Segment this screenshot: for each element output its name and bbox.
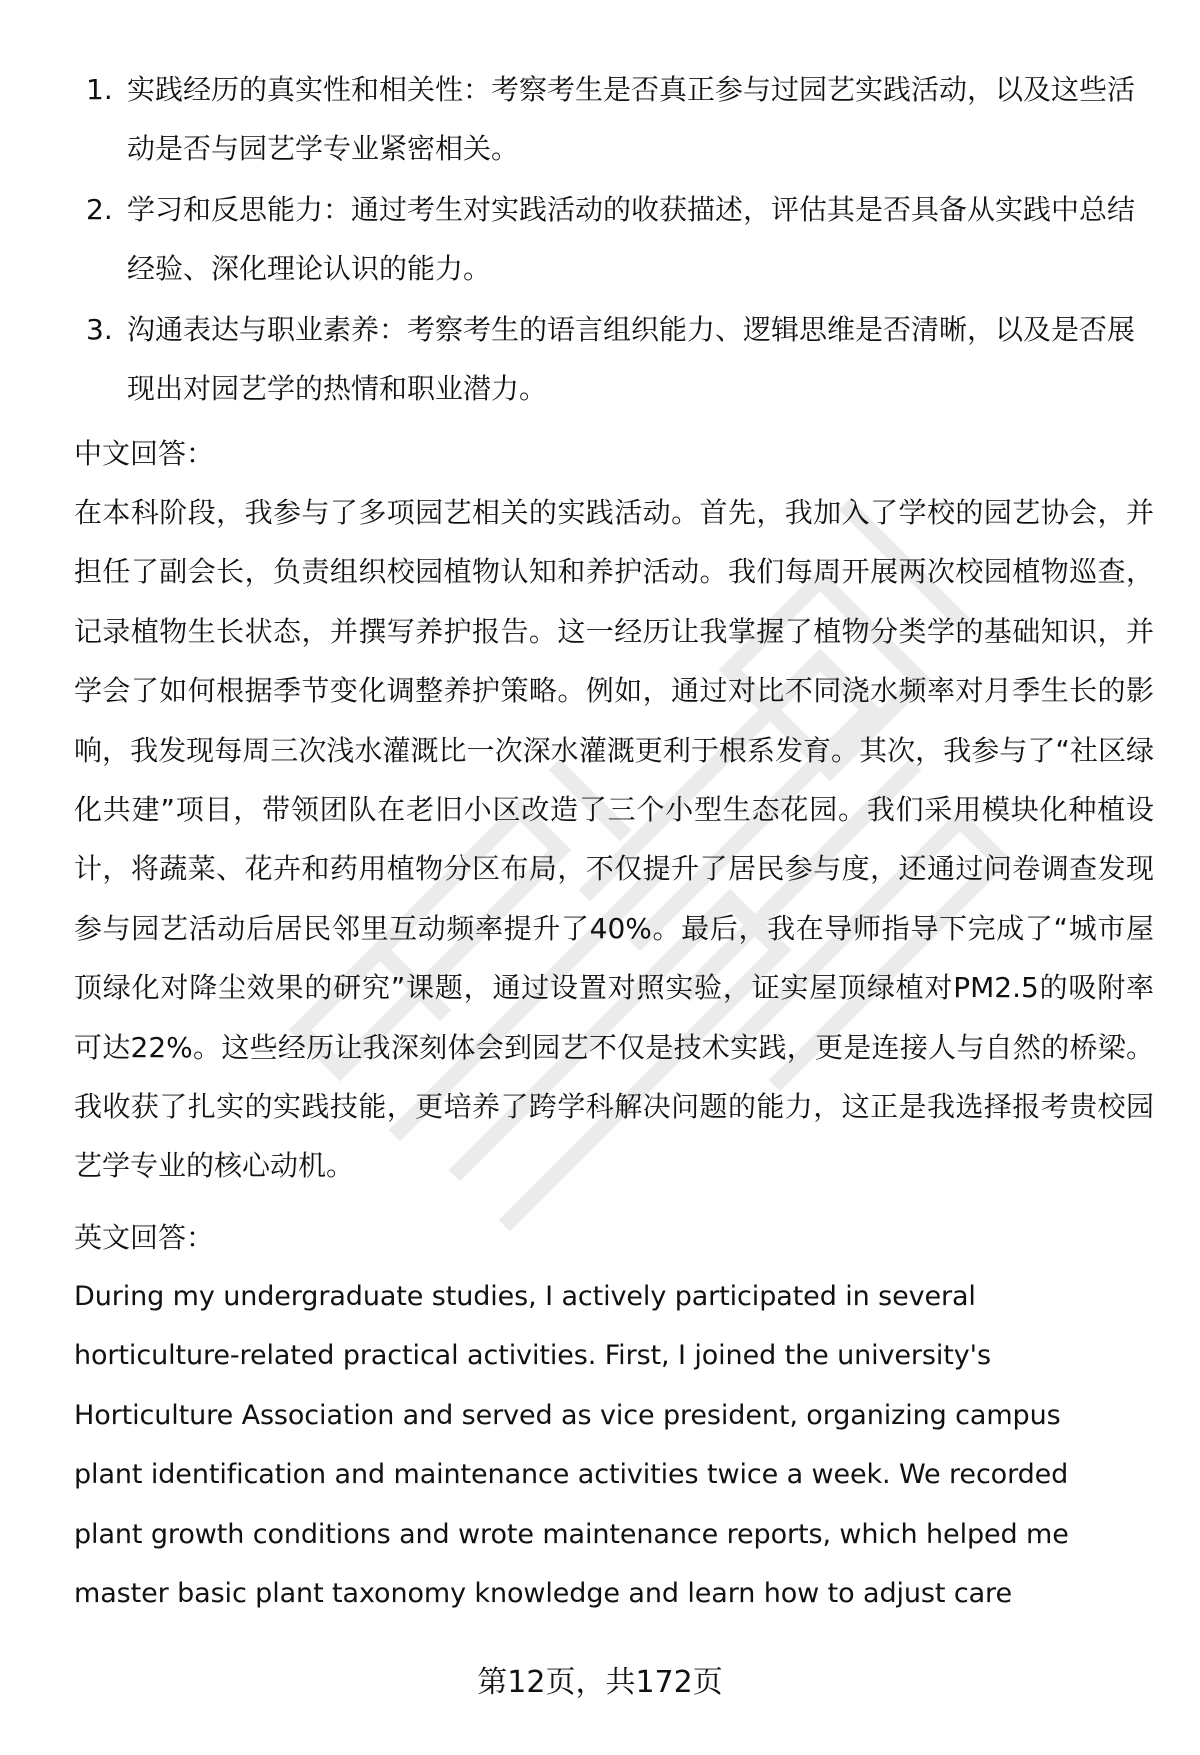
criteria-text: 沟通表达与职业素养：考察考生的语言组织能力、逻辑思维是否清晰，以及是否展现出对园艺学的热情和职业潜力。: [127, 313, 1136, 405]
english-answer-line: master basic plant taxonomy knowledge and learn how to adjust care: [74, 1578, 1012, 1610]
main-content: [74, 60, 1154, 1624]
criteria-number: 3.: [86, 313, 113, 346]
english-answer-line: plant growth conditions and wrote maintenance reports, which helped me: [74, 1518, 1069, 1550]
english-answer-line: During my undergraduate studies, I actively participated in several: [74, 1280, 976, 1312]
evaluation-criteria-list: [74, 60, 1154, 418]
english-answer-line: Horticulture Association and served as vice president, organizing campus: [74, 1399, 1061, 1431]
english-answer-text: [74, 1267, 1154, 1624]
english-answer-line: plant identification and maintenance activities twice a week. We recorded: [74, 1459, 1069, 1491]
chinese-answer-label: 中文回答：: [74, 437, 215, 470]
chinese-answer-text: 在本科阶段，我参与了多项园艺相关的实践活动。首先，我加入了学校的园艺协会，并担任了副会长，负责组织校园植物认知和养护活动。我们每周开展两次校园植物巡查，记录植物生长状态，并撰写养护报告。这一经历让我掌握了植物分类学的基础知识，并学会了如何根据季节变化调整养护策略。例如，通过对比不同浇水频率对月季生长的影响，我发现每周三次浅水灌溉比一次深水灌溉更利于根系发育。其次，我参与了“社区绿化共建”项目，带领团队在老旧小区改造了三个小型生态花园。我们采用模块化种植设计，将蔬菜、花卉和药用植物分区布局，不仅提升了居民参与度，还通过问卷调查发现参与园艺活动后居民邻里互动频率提升了40%。最后，我在导师指导下完成了“城市屋顶绿化对降尘效果的研究”课题，通过设置对照实验，证实屋顶绿植对PM2.5的吸附率可达22%。这些经历让我深刻体会到园艺不仅是技术实践，更是连接人与自然的桥梁。我收获了扎实的实践技能，更培养了跨学科解决问题的能力，这正是我选择报考贵校园艺学专业的核心动机。: [74, 496, 1154, 1183]
page-number-footer: 第12页，共172页: [477, 1665, 723, 1700]
criteria-item: [74, 300, 1154, 418]
english-answer-label: 英文回答：: [74, 1220, 215, 1254]
criteria-number: 2.: [86, 193, 113, 226]
criteria-item: [74, 180, 1154, 298]
criteria-number: 1.: [86, 73, 113, 106]
criteria-item: [74, 60, 1154, 178]
criteria-text: 实践经历的真实性和相关性：考察考生是否真正参与过园艺实践活动，以及这些活动是否与园艺学专业紧密相关。: [127, 73, 1136, 165]
criteria-text: 学习和反思能力：通过考生对实践活动的收获描述，评估其是否具备从实践中总结经验、深化理论认识的能力。: [127, 193, 1136, 285]
english-answer-line: horticulture-related practical activities. First, I joined the university's: [74, 1340, 991, 1372]
